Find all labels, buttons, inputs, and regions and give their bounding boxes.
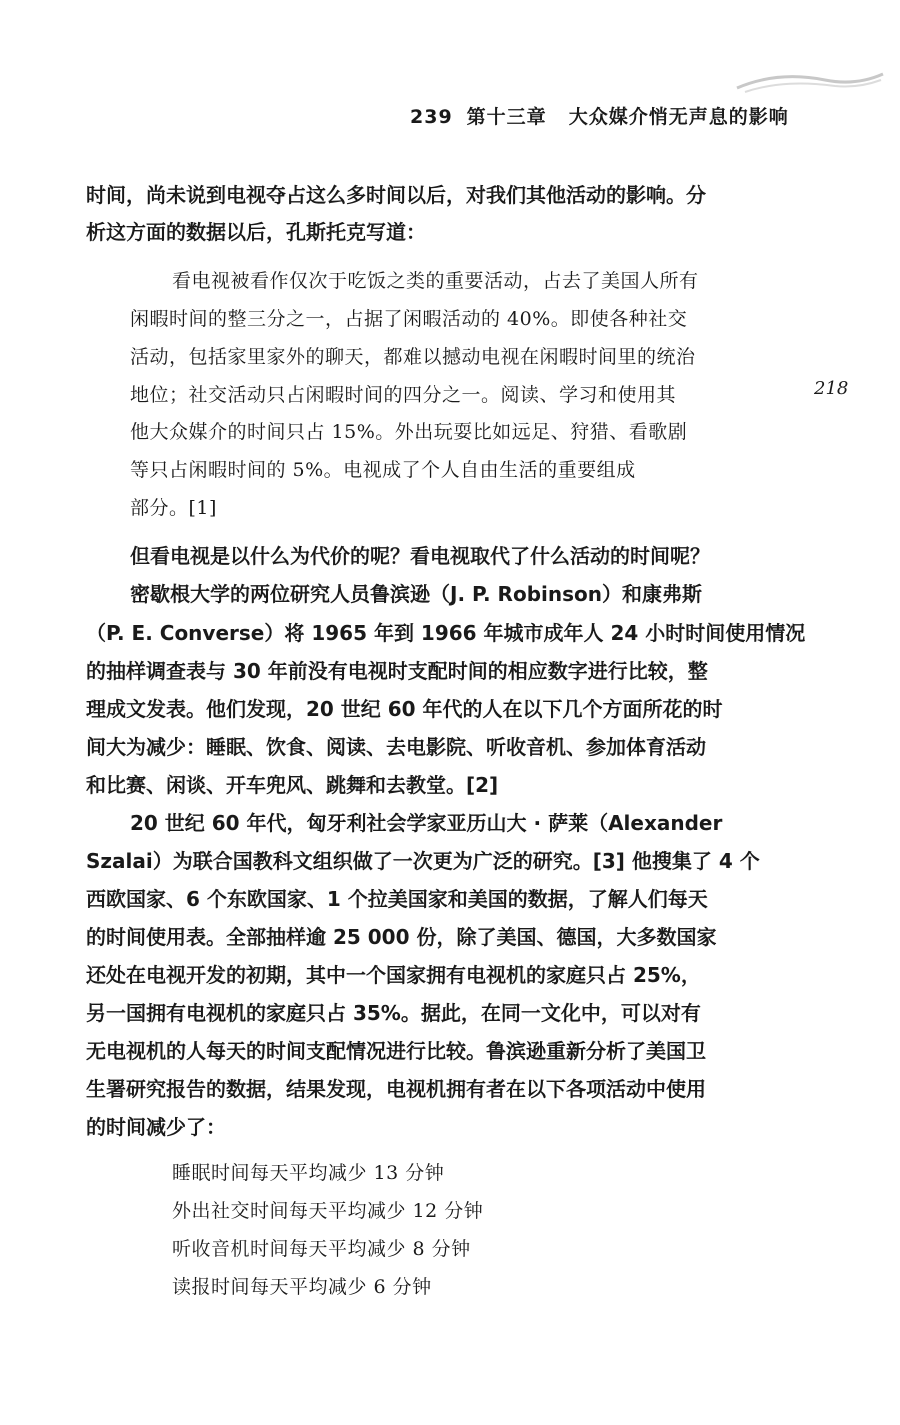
body-line: 理成文发表。他们发现，20 世纪 60 年代的人在以下几个方面所花的时	[86, 697, 723, 721]
running-header	[410, 102, 810, 129]
body-line: 无电视机的人每天的时间支配情况进行比较。鲁滨逊重新分析了美国卫	[86, 1039, 706, 1063]
quote-line: 地位；社交活动只占闲暇时间的四分之一。阅读、学习和使用其	[130, 384, 677, 406]
body-line: 间大为减少：睡眠、饮食、阅读、去电影院、听收音机、参加体育活动	[86, 735, 706, 759]
list-item: 外出社交时间每天平均减少 12 分钟	[172, 1200, 484, 1222]
body-line: 的时间减少了：	[86, 1115, 226, 1139]
quote-line: 他大众媒介的时间只占 15%。外出玩耍比如远足、狩猎、看歌剧	[130, 421, 688, 443]
body-line: 的时间使用表。全部抽样逾 25 000 份，除了美国、德国，大多数国家	[86, 925, 717, 949]
body-line: 密歇根大学的两位研究人员鲁滨逊（J. P. Robinson）和康弗斯	[130, 582, 702, 606]
chapter-title: 大众媒介悄无声息的影响	[568, 106, 789, 128]
body-line: 的抽样调查表与 30 年前没有电视时支配时间的相应数字进行比较，整	[86, 659, 708, 683]
quote-line: 活动，包括家里家外的聊天，都难以撼动电视在闲暇时间里的统治	[130, 346, 696, 368]
body-line: Szalai）为联合国教科文组织做了一次更为广泛的研究。[3] 他搜集了 4 个	[86, 849, 760, 873]
body-line: 西欧国家、6 个东欧国家、1 个拉美国家和美国的数据，了解人们每天	[86, 887, 708, 911]
page-number: 239	[410, 106, 453, 128]
quote-line: 闲暇时间的整三分之一，占据了闲暇活动的 40%。即使各种社交	[130, 308, 688, 330]
body-line: 时间，尚未说到电视夺占这么多时间以后，对我们其他活动的影响。分	[86, 183, 706, 207]
list-item: 读报时间每天平均减少 6 分钟	[172, 1276, 432, 1298]
body-line: 另一国拥有电视机的家庭只占 35%。据此，在同一文化中，可以对有	[86, 1001, 701, 1025]
body-line: 20 世纪 60 年代，匈牙利社会学家亚历山大 · 萨莱（Alexander	[130, 811, 723, 835]
body-line: 还处在电视开发的初期，其中一个国家拥有电视机的家庭只占 25%，	[86, 963, 701, 987]
body-line: 和比赛、闲谈、开车兜风、跳舞和去教堂。[2]	[86, 773, 499, 797]
quote-line: 等只占闲暇时间的 5%。电视成了个人自由生活的重要组成	[130, 459, 636, 481]
chapter-label: 第十三章	[466, 106, 547, 128]
quote-line: 部分。[1]	[130, 497, 217, 519]
header-ornament-icon	[735, 70, 885, 100]
body-line: 但看电视是以什么为代价的呢？看电视取代了什么活动的时间呢？	[130, 544, 710, 568]
list-item: 听收音机时间每天平均减少 8 分钟	[172, 1238, 471, 1260]
original-page-number: 218	[814, 378, 849, 399]
body-line: （P. E. Converse）将 1965 年到 1966 年城市成年人 24 小时时间使用情况	[86, 621, 806, 645]
body-line: 生署研究报告的数据，结果发现，电视机拥有者在以下各项活动中使用	[86, 1077, 706, 1101]
quote-line: 看电视被看作仅次于吃饭之类的重要活动，占去了美国人所有	[172, 270, 699, 292]
body-line: 析这方面的数据以后，孔斯托克写道：	[86, 220, 426, 244]
list-item: 睡眠时间每天平均减少 13 分钟	[172, 1162, 445, 1184]
